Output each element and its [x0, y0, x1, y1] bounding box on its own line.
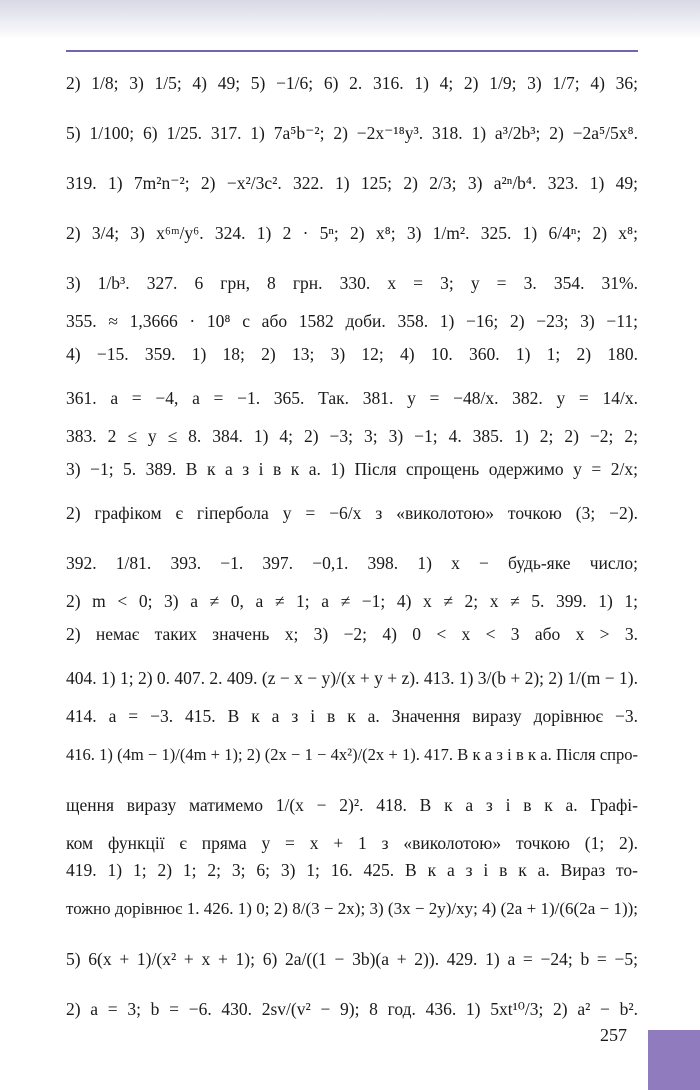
page-corner-tab: [648, 1030, 700, 1090]
line-19: 419. 1) 1; 2) 1; 2; 3; 6; 3) 1; 16. 425. В к а з і в к а. Вираз то-: [66, 860, 638, 880]
line-21: 5) 6(x + 1)/(x² + x + 1); 6) 2a/((1 − 3b)(a + 2)). 429. 1) a = −24; b = −5;: [66, 948, 638, 969]
top-gradient-band: [0, 0, 700, 40]
line-12: 2) m < 0; 3) a ≠ 0, a ≠ 1; a ≠ −1; 4) x ≠ 2; x ≠ 5. 399. 1) 1;: [66, 591, 638, 611]
text-line: [66, 615, 638, 653]
line-0: 2) 1/8; 3) 1/5; 4) 49; 5) −1/6; 6) 2. 316. 1) 4; 2) 1/9; 3) 1/7; 4) 36;: [66, 72, 638, 93]
text-line: [66, 703, 638, 730]
line-13: 2) немає таких значень x; 3) −2; 4) 0 < x < 3 або x > 3.: [66, 623, 638, 644]
line-11: 392. 1/81. 393. −1. 397. −0,1. 398. 1) x − будь-яке число;: [66, 552, 638, 573]
line-3: 2) 3/4; 3) x⁶ᵐ/y⁶. 324. 1) 2 · 5ⁿ; 2) x⁸; 3) 1/m². 325. 1) 6/4ⁿ; 2) x⁸;: [66, 222, 638, 243]
text-line: [66, 423, 638, 450]
text-line: [66, 108, 638, 158]
line-14: 404. 1) 1; 2) 0. 407. 2. 409. (z − x − y)/(x + y + z). 413. 1) 3/(b + 2); 2) 1/(m − 1).: [66, 667, 638, 688]
answers-text: [66, 58, 638, 1034]
line-17: щення виразу матимемо 1/(x − 2)². 418. В к а з і в к а. Графі-: [66, 794, 638, 815]
text-line: [66, 58, 638, 108]
text-line: [66, 158, 638, 208]
line-1: 5) 1/100; 6) 1/25. 317. 1) 7a⁵b⁻²; 2) −2x⁻¹⁸y³. 318. 1) a³/2b³; 2) −2a⁵/5x⁸.: [66, 122, 638, 143]
line-15: 414. a = −3. 415. В к а з і в к а. Значення виразу дорівнює −3.: [66, 706, 638, 726]
text-line: [66, 588, 638, 615]
line-9: 3) −1; 5. 389. В к а з і в к а. 1) Після спрощень одержимо y = 2/x;: [66, 458, 638, 479]
text-line: [66, 258, 638, 308]
text-line: [66, 450, 638, 488]
text-line: [66, 308, 638, 335]
text-line: [66, 857, 638, 884]
text-line: [66, 830, 638, 857]
line-10: 2) графіком є гіпербола y = −6/x з «виколотою» точкою (3; −2).: [66, 502, 638, 523]
line-8: 383. 2 ≤ y ≤ 8. 384. 1) 4; 2) −3; 3; 3) −1; 4. 385. 1) 2; 2) −2; 2;: [66, 426, 638, 446]
header-rule: [66, 50, 638, 52]
line-22: 2) a = 3; b = −6. 430. 2sv/(v² − 9); 8 год. 436. 1) 5xt¹⁰/3; 2) a² − b².: [66, 998, 638, 1019]
text-line: [66, 208, 638, 258]
text-line: [66, 373, 638, 423]
page-number: 257: [600, 1025, 627, 1045]
text-line: [66, 984, 638, 1034]
text-line: [66, 884, 638, 934]
line-4: 3) 1/b³. 327. 6 грн, 8 грн. 330. x = 3; y = 3. 354. 31%.: [66, 272, 638, 293]
text-line: [66, 653, 638, 703]
line-18: ком функції є пряма y = x + 1 з «виколотою» точкою (1; 2).: [66, 833, 638, 853]
text-line: [66, 488, 638, 538]
line-20: тожно дорівнює 1. 426. 1) 0; 2) 8/(3 − 2x); 3) (3x − 2y)/xy; 4) (2a + 1)/(6(2a − 1));: [66, 899, 638, 918]
line-7: 361. a = −4, a = −1. 365. Так. 381. y = −48/x. 382. y = 14/x.: [66, 387, 638, 408]
text-line: [66, 335, 638, 373]
text-line: [66, 780, 638, 830]
text-line: [66, 538, 638, 588]
line-16: 416. 1) (4m − 1)/(4m + 1); 2) (2x − 1 − 4x²)/(2x + 1). 417. В к а з і в к а. Після спро-: [66, 745, 638, 764]
text-line: [66, 730, 638, 780]
text-line: [66, 934, 638, 984]
line-2: 319. 1) 7m²n⁻²; 2) −x²/3c². 322. 1) 125; 2) 2/3; 3) a²ⁿ/b⁴. 323. 1) 49;: [66, 172, 638, 193]
line-5: 355. ≈ 1,3666 · 10⁸ с або 1582 доби. 358. 1) −16; 2) −23; 3) −11;: [66, 311, 638, 331]
line-6: 4) −15. 359. 1) 18; 2) 13; 3) 12; 4) 10. 360. 1) 1; 2) 180.: [66, 343, 638, 364]
